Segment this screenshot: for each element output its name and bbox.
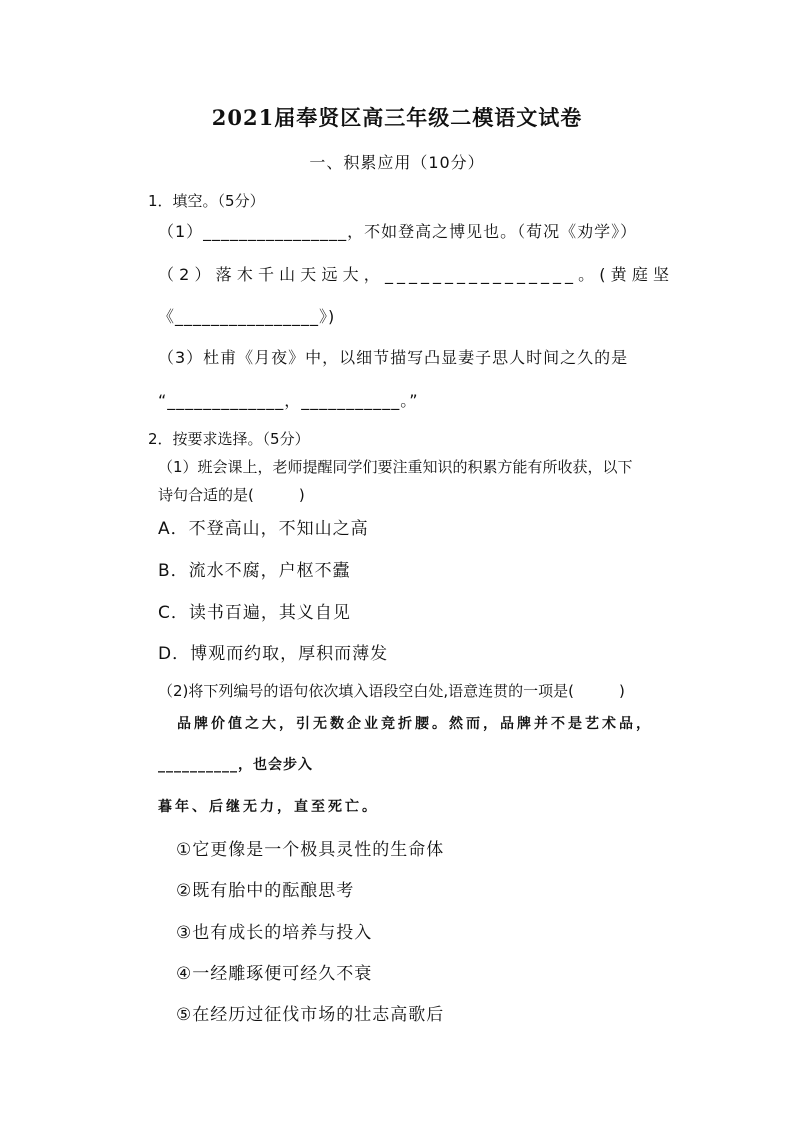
question-1-item-3-blanks: “_____________，___________。” (158, 391, 419, 410)
question-1-item-2: （2）落木千山天远大，________________。(黄庭坚 (158, 265, 673, 284)
numbered-sentence-2: ②既有胎中的酝酿思考 (176, 881, 355, 901)
question-2-sub1-line1: （1）班会课上，老师提醒同学们要注重知识的积累方能有所收获，以下 (158, 458, 633, 476)
question-2-sub2-stem: （2)将下列编号的语句依次填入语段空白处,语意连贯的一项是( ) (158, 682, 625, 700)
question-2-sub1-line2: 诗句合适的是( ) (158, 486, 305, 504)
question-1-item-1: （1）________________，不如登高之博见也。（荀况《劝学》） (158, 222, 638, 241)
passage-line-1: 品牌价值之大，引无数企业竞折腰。然而，品牌并不是艺术品， (177, 716, 653, 732)
numbered-sentence-3: ③也有成长的培养与投入 (176, 923, 373, 943)
option-c: C．读书百遍，其义自见 (158, 603, 351, 623)
option-a: A．不登高山，不知山之高 (158, 519, 369, 539)
numbered-sentence-5: ⑤在经历过征伐市场的壮志高歌后 (176, 1005, 445, 1025)
question-1-item-2-cont: 《________________》) (158, 307, 336, 326)
option-b: B．流水不腐，户枢不蠹 (158, 561, 351, 581)
question-2-stem: 2．按要求选择。（5分） (148, 430, 310, 448)
passage-line-3: 暮年、后继无力，直至死亡。 (158, 799, 379, 815)
question-1-stem: 1．填空。（5分） (148, 192, 265, 210)
passage-line-2: __________，也会步入 (158, 757, 313, 773)
option-d: D．博观而约取，厚积而薄发 (158, 644, 389, 664)
numbered-sentence-4: ④一经雕琢便可经久不衰 (176, 964, 373, 984)
page-title: 2021届奉贤区高三年级二模语文试卷 (211, 105, 583, 130)
section-heading: 一、积累应用（10分） (309, 153, 485, 172)
question-1-item-3: （3）杜甫《月夜》中，以细节描写凸显妻子思人时间之久的是 (158, 348, 629, 367)
numbered-sentence-1: ①它更像是一个极具灵性的生命体 (176, 840, 445, 860)
